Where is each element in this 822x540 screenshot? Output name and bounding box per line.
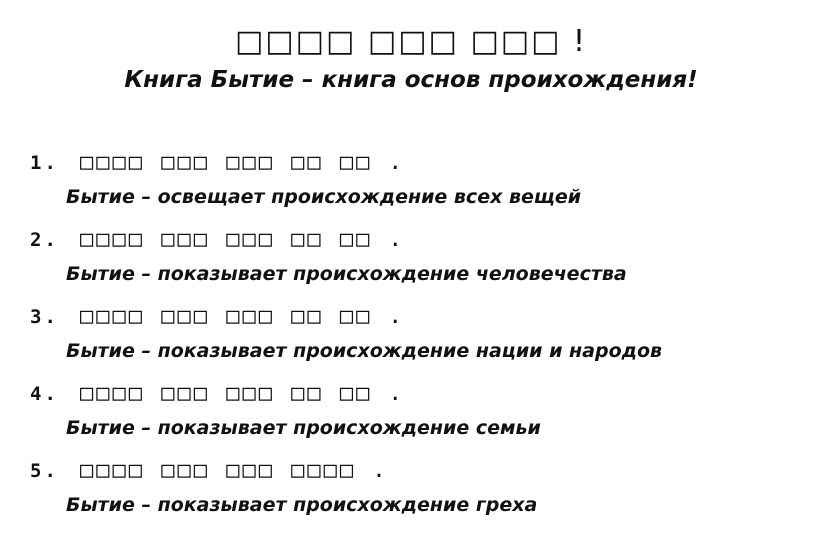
- item-russian-text: Бытие – показывает происхождение греха: [66, 494, 538, 516]
- item-hebrew-text: □□□□ □□□ □□□ □□ □□ .: [80, 381, 405, 406]
- item-russian-text: Бытие – освещает происхождение всех вещей: [66, 186, 582, 208]
- numbered-list: [0, 146, 822, 531]
- page-title: □□□□ □□□ □□□ !: [234, 24, 588, 59]
- list-item: [0, 454, 822, 531]
- item-hebrew-text: □□□□ □□□ □□□ □□ □□ .: [80, 304, 405, 329]
- item-hebrew-text: □□□□ □□□ □□□ □□ □□ .: [80, 150, 405, 175]
- item-number: 3.: [30, 306, 59, 328]
- list-item: [0, 377, 822, 454]
- list-item: [0, 300, 822, 377]
- item-number: 2.: [30, 229, 59, 251]
- item-number: 5.: [30, 460, 59, 482]
- item-number: 4.: [30, 383, 59, 405]
- item-russian-text: Бытие – показывает происхождение семьи: [66, 417, 541, 439]
- item-russian-text: Бытие – показывает происхождение нации и народов: [66, 340, 663, 362]
- list-item: [0, 146, 822, 223]
- list-item: [0, 223, 822, 300]
- item-number: 1.: [30, 152, 59, 174]
- item-hebrew-text: □□□□ □□□ □□□ □□□□ .: [80, 458, 389, 483]
- page-subtitle: Книга Бытие – книга основ проихождения!: [124, 67, 698, 93]
- item-hebrew-text: □□□□ □□□ □□□ □□ □□ .: [80, 227, 405, 252]
- title-block: [0, 22, 822, 96]
- item-russian-text: Бытие – показывает происхождение человечества: [66, 263, 627, 285]
